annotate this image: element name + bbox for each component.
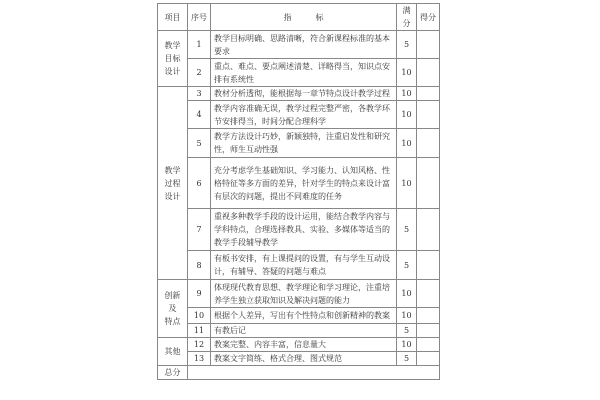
row-indicator: 教案文字简练、格式合理、图式规范 [211,352,397,366]
row-score-input[interactable] [417,59,440,87]
row-number: 6 [188,158,211,209]
row-number: 3 [188,87,211,101]
row-score-input[interactable] [417,308,440,324]
row-indicator: 教案完整、内容丰富，信息量大 [211,338,397,352]
row-indicator: 重点、难点、要点阐述清楚、详略得当，知识点安排有系统性 [211,59,397,87]
row-number: 13 [188,352,211,366]
row-indicator: 重视多种教学手段的设计运用，能结合教学内容与学科特点，合理选择教具、实验、多媒体等适当的教学手段辅导教学 [211,209,397,251]
total-row [158,366,440,380]
row-number: 2 [188,59,211,87]
row-indicator: 教学目标明确、思路清晰，符合新课程标准的基本要求 [211,31,397,59]
row-number: 4 [188,101,211,129]
table-row [158,352,440,366]
total-label: 总分 [158,366,188,380]
header-indicator: 指 标 [211,4,397,31]
table-row [158,101,440,129]
row-full-score: 5 [397,251,417,280]
category-cell: 创新 及 特点 [158,280,188,338]
table-row [158,129,440,158]
row-indicator: 教材分析透彻，能根据每一章节特点设计教学过程 [211,87,397,101]
row-full-score: 10 [397,129,417,158]
row-score-input[interactable] [417,352,440,366]
row-number: 9 [188,280,211,308]
table-row [158,59,440,87]
row-score-input[interactable] [417,338,440,352]
row-full-score: 10 [397,280,417,308]
table-row [158,158,440,209]
row-indicator: 根据个人差异，写出有个性特点和创新精神的教案 [211,308,397,324]
row-indicator: 教学方法设计巧妙，新颖独特，注重启发性和研究性，师生互动性强 [211,129,397,158]
row-score-input[interactable] [417,101,440,129]
table-row [158,308,440,324]
row-score-input[interactable] [417,31,440,59]
table-row [158,209,440,251]
row-number: 11 [188,324,211,338]
row-score-input[interactable] [417,129,440,158]
header-row [158,4,440,31]
row-full-score: 10 [397,158,417,209]
category-cell: 教学 目标 设计 [158,31,188,87]
category-cell: 教学 过程 设计 [158,87,188,280]
category-cell: 其他 [158,338,188,366]
header-no: 序号 [188,4,211,31]
row-score-input[interactable] [417,209,440,251]
row-number: 1 [188,31,211,59]
row-indicator: 有板书安排，有上课提问的设置，有与学生互动设计，有辅导、答疑的问题与难点 [211,251,397,280]
row-indicator: 体现现代教育思想、教学理论和学习理论，注重培养学生独立获取知识及解决问题的能力 [211,280,397,308]
row-full-score: 5 [397,31,417,59]
header-score: 得分 [417,4,440,31]
table-row [158,251,440,280]
total-score-input[interactable] [188,366,440,380]
table-row [158,324,440,338]
row-full-score: 5 [397,352,417,366]
row-score-input[interactable] [417,280,440,308]
evaluation-table [157,3,440,380]
row-full-score: 10 [397,338,417,352]
table-row [158,31,440,59]
row-score-input[interactable] [417,251,440,280]
row-score-input[interactable] [417,324,440,338]
row-number: 8 [188,251,211,280]
row-full-score: 10 [397,87,417,101]
score-sheet [157,3,439,380]
row-number: 10 [188,308,211,324]
row-full-score: 10 [397,308,417,324]
table-row [158,280,440,308]
row-score-input[interactable] [417,158,440,209]
row-number: 12 [188,338,211,352]
row-indicator: 充分考虑学生基础知识、学习能力、认知风格、性格特征等多方面的差异，针对学生的特点来设计富有层次的问题，提出不同难度的任务 [211,158,397,209]
row-number: 5 [188,129,211,158]
row-full-score: 10 [397,59,417,87]
table-row [158,338,440,352]
table-row [158,87,440,101]
row-number: 7 [188,209,211,251]
row-indicator: 教学内容准确无误，教学过程完整严密，各教学环节安排得当，时间分配合理科学 [211,101,397,129]
row-full-score: 5 [397,324,417,338]
row-indicator: 有教后记 [211,324,397,338]
header-full-score: 满分 [397,4,417,31]
row-full-score: 10 [397,101,417,129]
header-item: 项目 [158,4,188,31]
row-score-input[interactable] [417,87,440,101]
row-full-score: 5 [397,209,417,251]
